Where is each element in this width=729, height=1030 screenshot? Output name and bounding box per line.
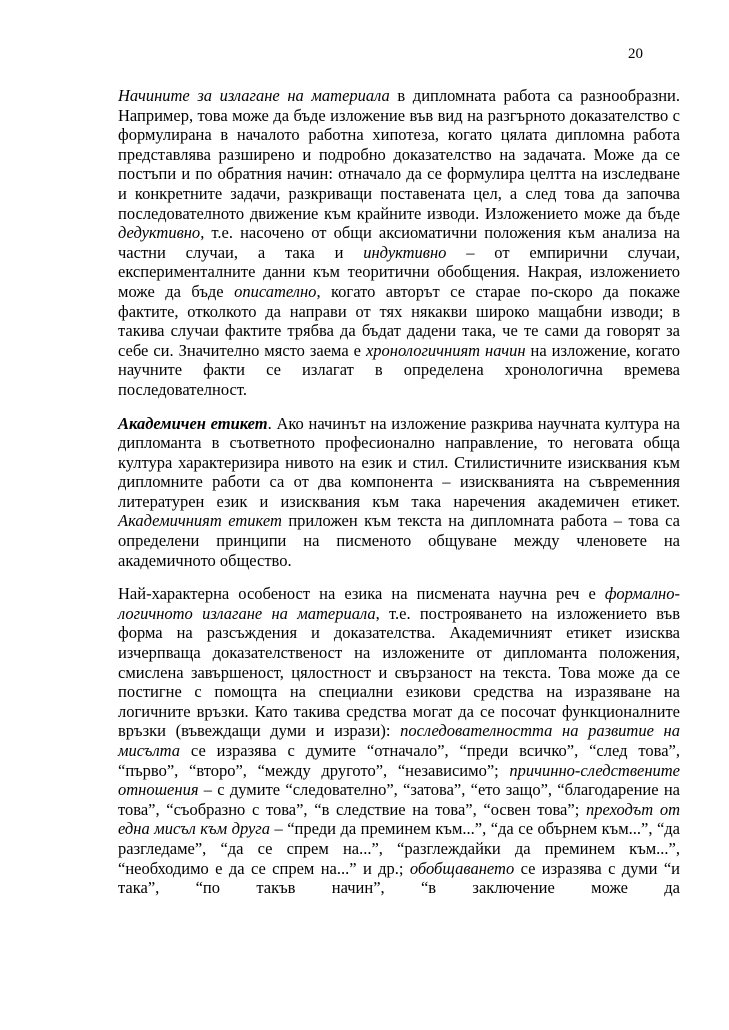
text-span: . Ако начинът на изложение разкрива научната култура на дипломанта в съответното професионално направление, то неговата обща култура характеризира нивото на език и стил. Стилистичните изисквания към дипломните работи са от два компонента – изискванията на съвременния литературен език и изисквания към така наречения академичен етикет. <box>118 413 681 511</box>
document-body <box>118 86 680 912</box>
text-span: формално-логичното излагане на материала <box>118 584 680 623</box>
text-span: индуктивно <box>363 242 447 262</box>
text-span: хронологичният начин <box>365 340 526 360</box>
text-span: на изложение, когато научните факти се излагат в определена хронологична времева последователност. <box>118 340 680 399</box>
text-span: , когато авторът се старае по-скоро да покаже фактите, отколкото да направи от тях някакви широко мащабни изводи; в такива случаи фактите трябва да бъдат дадени така, че те сами да говорят за себе си. Значително място заема е <box>118 281 680 360</box>
text-span: , т.е. построяването на изложението във форма на разсъждения и доказателства. Академичният етикет изисква изчерпваща доказателственост на изложените от дипломанта положения, смислена завършеност, цялостност и свързаност на текста. Това може да се постигне с помощта на специални езикови средства на изразяване на логичните връзки. Като такива средства могат да се посочат функционалните връзки (въвеждащи думи и изрази): <box>118 603 680 741</box>
text-span: Начините за излагане на материала <box>118 86 390 105</box>
page-number: 20 <box>628 46 643 62</box>
text-span: – от емпирични случаи, експерименталните данни към теоритични обобщения. Накрая, изложението може да бъде <box>118 242 680 301</box>
text-span: Най-характерна особеност на езика на писмената научна реч е <box>118 584 605 604</box>
text-span: Академичният етикет <box>118 511 282 531</box>
paragraph-academic-etiquette <box>118 414 680 571</box>
text-span: обобщаването <box>409 858 515 878</box>
text-span: последователността на развитие на мисълта <box>118 721 680 760</box>
paragraph-methods-of-presentation <box>118 86 680 400</box>
text-span: преходът от една мисъл към друга <box>118 799 680 839</box>
paragraph-scientific-language <box>118 584 680 898</box>
text-span: – “преди да преминем към...”, “да се обърнем към...”, “да разгледаме”, “да се спрем на...”, “разглеждайки да преминем към...”, “необходимо е да се спрем на...” и др.; <box>118 819 680 878</box>
text-span: се изразява с думи “и така”, “по такъв начин”, “в заключение може да <box>118 858 681 898</box>
text-span: причинно-следствените отношения <box>118 760 680 800</box>
text-span: , т.е. насочено от общи аксиоматични положения към анализа на частни случаи, а така и <box>118 223 680 262</box>
text-span: – с думите “следователно”, “затова”, “ето защо”, “благодарение на това”, “съобразно с това”, “в следствие на това”, “освен това”; <box>118 780 680 819</box>
text-span: дедуктивно <box>118 223 201 243</box>
text-span: приложен към текста на дипломната работа – това са определени принципи на писменото общуване между членовете на академичното общество. <box>118 511 680 570</box>
text-span: описателно <box>234 281 317 301</box>
text-span: се изразява с думите “отначало”, “преди всичко”, “след това”, “първо”, “второ”, “между другото”, “независимо”; <box>118 741 680 780</box>
text-span: в дипломната работа са разнообразни. Например, това може да бъде изложение във вид на разгърното доказателство с формулирана в началото работна хипотеза, когато цялата дипломна работа представлява разширено и подробно доказателство на задачата. Може да се постъпи и по обратния начин: отначало да се формулира целтта на изследване и конкретните задачи, разкриващи поставената цел, а след това да започва последователното движение към крайните изводи. Изложението може да бъде <box>118 86 681 223</box>
section-heading: Академичен етикет <box>118 413 268 433</box>
